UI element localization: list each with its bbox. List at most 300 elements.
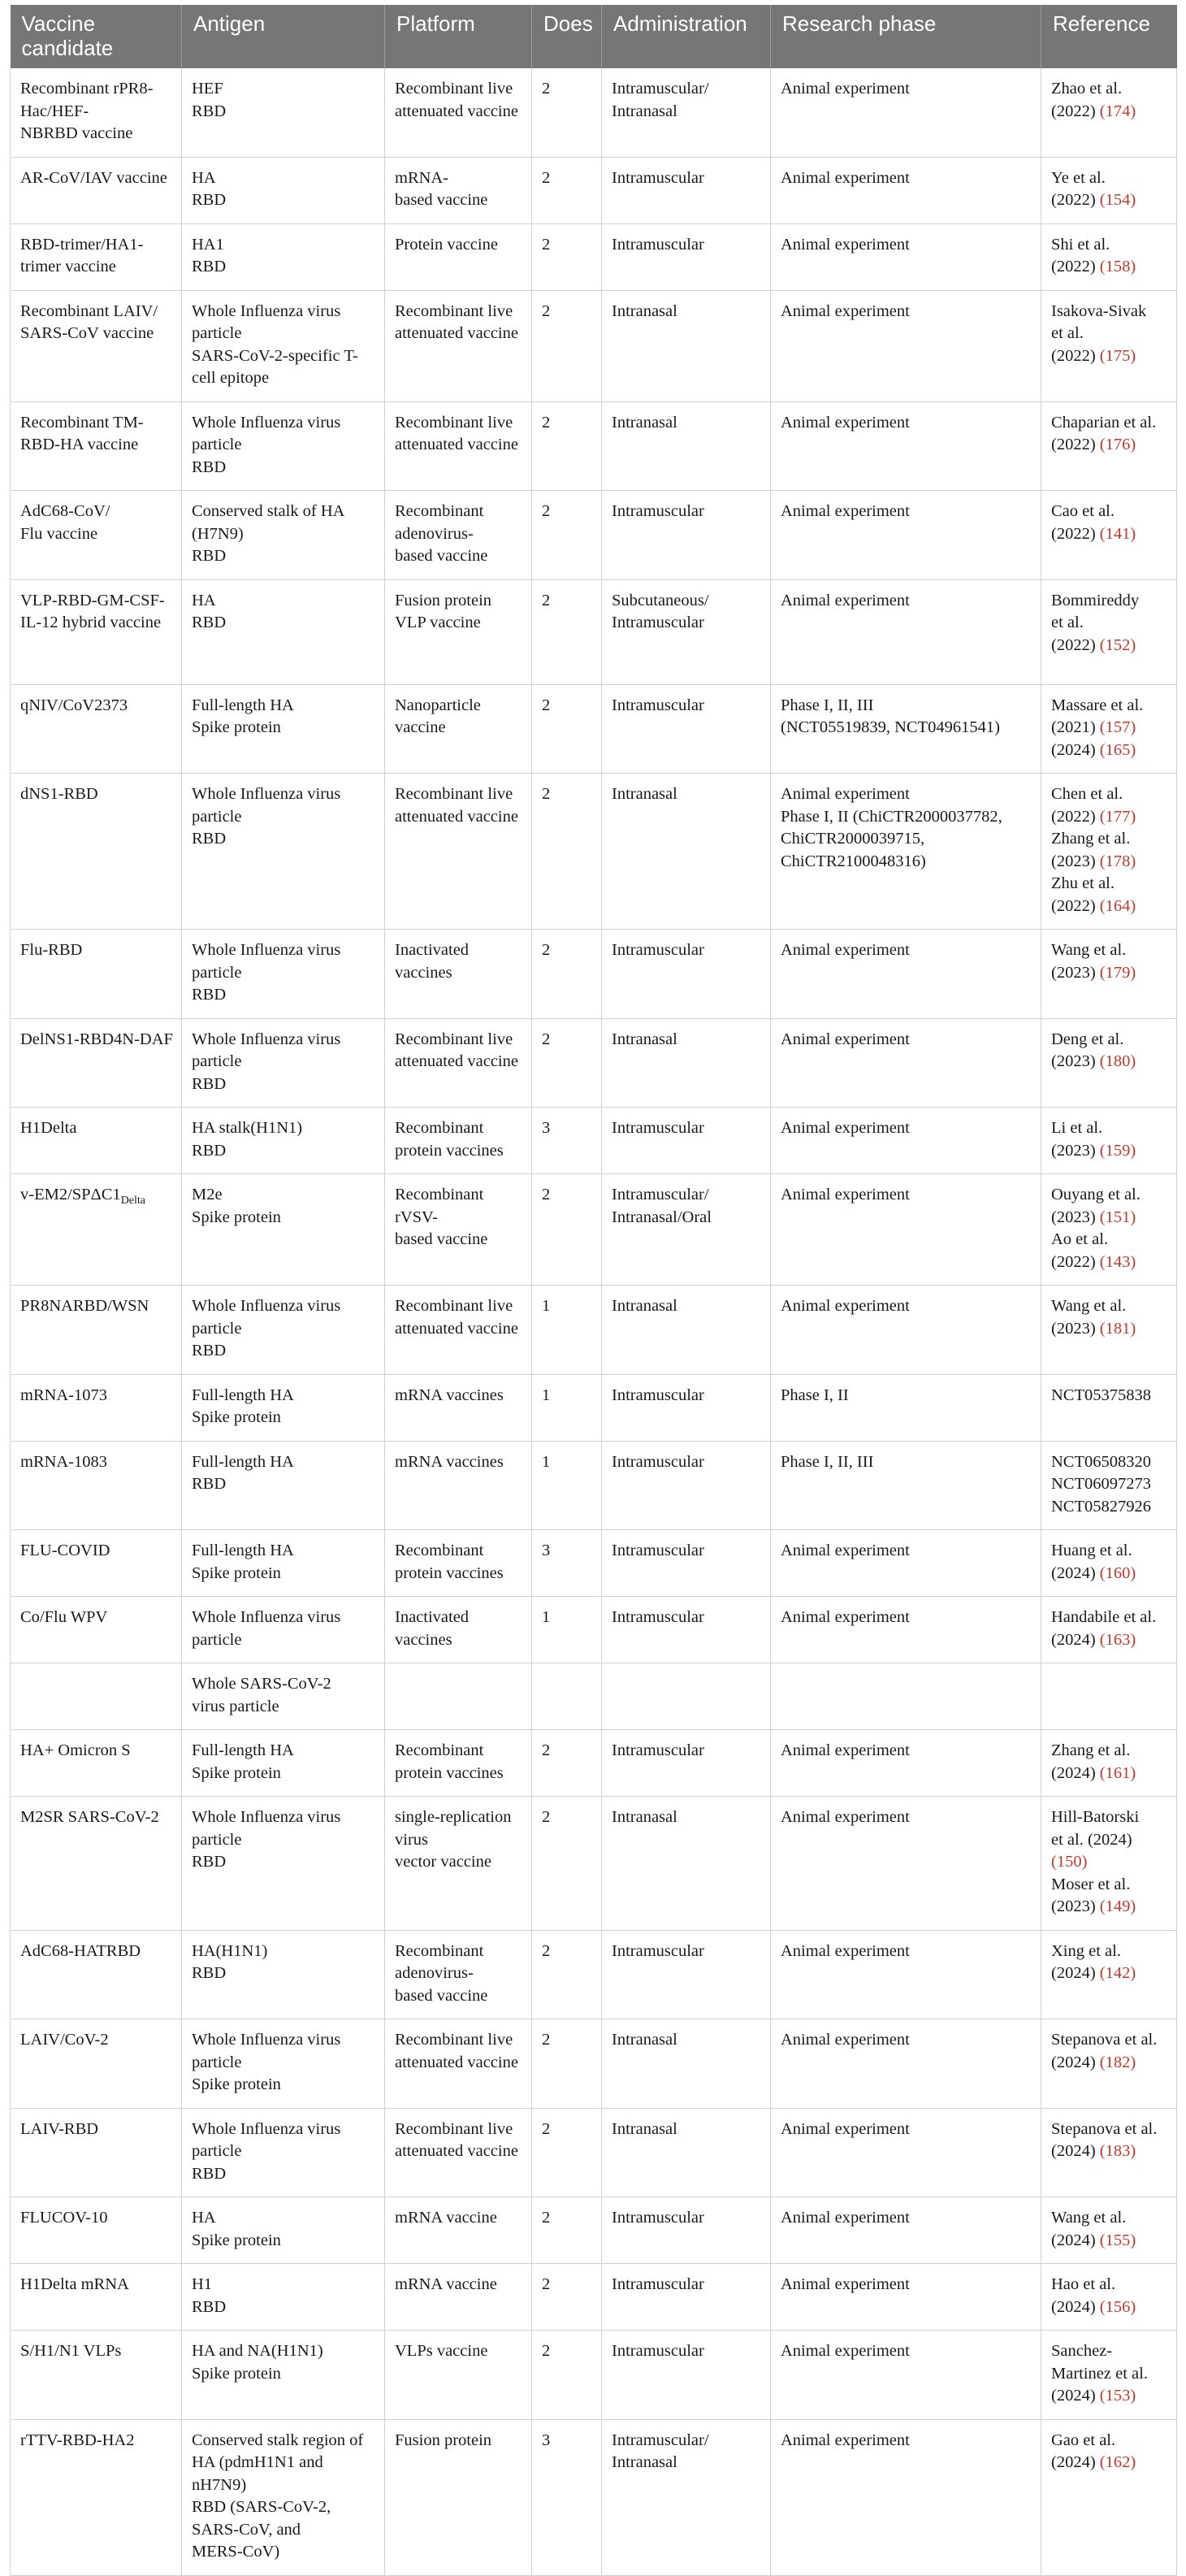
reference-link[interactable]: (153) [1099,2387,1136,2405]
cell-text-line [612,1540,764,1563]
cell-reference [1041,2108,1177,2197]
cell-text-line [192,2118,378,2141]
cell-text-line [192,412,378,435]
cell-does [532,1930,602,2019]
cell-administration [602,1108,771,1174]
cell-text-line [781,501,1034,523]
reference-link[interactable]: (182) [1099,2053,1136,2071]
cell-does [532,1174,602,1286]
reference-line [1051,1629,1170,1652]
reference-line [1051,1941,1170,1963]
cell-text-line [20,939,175,962]
cell-text-line [20,1295,175,1318]
header-antigen: Antigen [182,5,385,68]
cell-administration [602,2108,771,2197]
cell-text-line [20,612,175,635]
cell-antigen [182,2264,385,2331]
cell-text: VLP vaccine [395,614,481,631]
cell-text-line [395,806,525,829]
reference-line [1051,323,1170,345]
cell-reference [1041,579,1177,684]
cell-text-line [781,2430,1034,2452]
cell-text-line [395,501,525,523]
cell-text: HA [192,168,216,187]
cell-antigen [182,579,385,684]
reference-link[interactable]: (175) [1099,346,1136,365]
cell-text-line [395,167,525,190]
cell-text-line [781,783,1034,806]
cell-administration [602,1441,771,1530]
cell-text: Full-length HA [192,1542,294,1559]
cell-text-line [781,2274,1034,2296]
reference-link[interactable]: (141) [1099,524,1136,543]
cell-text-line [192,783,378,806]
reference-link[interactable]: (142) [1099,1964,1136,1982]
cell-text: adenovirus- [395,524,474,543]
cell-research-phase [771,2331,1041,2420]
cell-platform [385,1930,532,2019]
reference-text: Ao et al. [1051,1230,1109,1248]
reference-link[interactable]: (156) [1099,2297,1136,2316]
table-row [11,2331,1177,2420]
cell-text: Co/Flu WPV [20,1608,108,1626]
cell-platform [385,774,532,930]
cell-vaccine-candidate [11,290,182,401]
table-row [11,157,1177,223]
cell-text: Phase I, II (ChiCTR2000037782, [781,807,1002,826]
reference-line [1051,2052,1170,2075]
cell-text-line [20,2029,175,2052]
cell-administration [602,1930,771,2019]
cell-text: Whole Influenza virus [192,301,341,320]
cell-text-line [395,101,525,124]
cell-text-line [192,256,378,279]
reference-text: (2022) [1051,436,1100,453]
cell-text-line [612,101,764,124]
cell-text-line [20,523,175,546]
cell-text-line [192,1051,378,1073]
reference-link[interactable]: (152) [1099,635,1136,654]
cell-text-line [781,590,1034,613]
table-row [11,401,1177,491]
cell-text-line [20,1184,175,1207]
cell-text-line [395,1829,525,1852]
cell-text-line [781,1740,1034,1763]
cell-text-line [781,806,1034,829]
header-does: Does [532,5,602,68]
cell-text: Intranasal [612,1030,677,1048]
cell-text: Spike protein [192,2075,281,2093]
cell-text: M2e [192,1186,223,1203]
cell-text: H1Delta [20,1119,77,1137]
cell-administration [602,223,771,290]
cell-administration [602,1597,771,1663]
reference-line [1051,2452,1170,2474]
cell-text-line [192,828,378,851]
reference-text: (2022) [1051,1252,1100,1271]
reference-link[interactable]: (176) [1099,436,1136,453]
cell-text-line [192,1340,378,1363]
dose-count: 1 [542,1297,551,1315]
cell-text: VLP-RBD-GM-CSF- [20,591,165,609]
reference-line [1051,1295,1170,1318]
reference-line [1051,1962,1170,1985]
cell-text-line [20,2274,175,2296]
dose-count: 2 [542,301,551,320]
reference-text: Shi et al. [1051,235,1110,254]
reference-link[interactable]: (151) [1099,1208,1136,1226]
cell-text: RBD [192,614,227,631]
cell-vaccine-candidate [11,930,182,1019]
cell-text: M2SR SARS-CoV-2 [20,1808,159,1826]
cell-text-line [612,783,764,806]
reference-link[interactable]: (174) [1099,102,1136,120]
cell-text-line [192,1607,378,1629]
reference-line [1051,828,1170,851]
cell-text-line [20,434,175,457]
cell-text: Intramuscular [612,502,704,520]
cell-text-line [192,2140,378,2163]
cell-text: based vaccine [395,1230,488,1248]
cell-text: particle [192,807,242,826]
reference-line [1051,695,1170,718]
cell-antigen [182,930,385,1019]
cell-text: Whole Influenza virus [192,2119,341,2138]
cell-text-line [395,1563,525,1585]
cell-text: mRNA vaccines [395,1386,504,1404]
cell-text: RBD-trimer/HA1- [20,235,144,254]
cell-administration [602,1530,771,1597]
cell-administration [602,1174,771,1286]
cell-vaccine-candidate [11,1441,182,1530]
cell-text: Animal experiment [781,1542,910,1559]
cell-text: attenuated vaccine [395,1052,518,1070]
cell-text-line [20,2430,175,2452]
reference-link[interactable]: (181) [1099,1319,1136,1338]
reference-line [1051,2363,1170,2386]
cell-vaccine-candidate [11,2108,182,2197]
cell-text: particle [192,2142,242,2160]
cell-vaccine-candidate [11,1930,182,2019]
cell-text-line [781,412,1034,435]
cell-text: RBD [192,102,227,120]
dose-count: 2 [542,591,551,609]
cell-text: dNS1-RBD [20,785,98,803]
cell-text-line [612,939,764,962]
cell-text: Whole Influenza virus [192,941,341,959]
cell-text-line [781,2340,1034,2363]
cell-text: Whole Influenza virus [192,1297,341,1315]
cell-platform [385,1018,532,1108]
cell-text: Recombinant [395,1119,484,1137]
reference-link[interactable]: (159) [1099,1141,1136,1160]
reference-text: Xing et al. [1051,1941,1121,1960]
cell-does [532,401,602,491]
reference-link[interactable]: (180) [1099,1052,1136,1070]
cell-text-line [781,301,1034,323]
cell-text: RBD [192,830,227,848]
reference-line [1051,717,1170,739]
cell-platform [385,401,532,491]
cell-reference [1041,930,1177,1019]
cell-text-line [612,167,764,190]
cell-text-line [192,1806,378,1829]
cell-does [532,2419,602,2575]
table-row [11,1663,1177,1730]
reference-link[interactable]: (149) [1099,1897,1136,1915]
reference-line [1051,739,1170,762]
reference-text: et al. [1051,324,1084,342]
dose-count: 3 [542,2431,551,2449]
cell-text: HA [192,591,216,609]
cell-vaccine-candidate [11,401,182,491]
reference-line [1051,1763,1170,1785]
reference-line [1051,1874,1170,1897]
cell-text-line [781,1451,1034,1474]
cell-reference [1041,1597,1177,1663]
cell-text-line [781,2029,1034,2052]
reference-text: Zhang et al. [1051,1741,1131,1759]
cell-text-line [781,717,1034,739]
reference-text: Ouyang et al. [1051,1186,1141,1203]
cell-text-line [192,1295,378,1318]
reference-link[interactable]: (154) [1099,191,1136,209]
cell-text: Animal experiment [781,941,910,959]
dose-count: 2 [542,696,551,714]
cell-administration [602,401,771,491]
reference-link[interactable]: (178) [1099,852,1136,870]
dose-count: 2 [542,2031,551,2049]
cell-research-phase [771,157,1041,223]
cell-text-line [20,1740,175,1763]
cell-platform [385,684,532,774]
cell-administration [602,290,771,401]
cell-text-line [20,590,175,613]
reference-text: NCT06097273 [1051,1475,1151,1493]
reference-link[interactable]: (164) [1099,896,1136,915]
cell-text: LAIV-RBD [20,2119,99,2138]
reference-text: Bommireddy [1051,591,1140,609]
cell-text-line [192,1629,378,1652]
cell-vaccine-candidate [11,1108,182,1174]
cell-text: Intramuscular [612,696,704,714]
cell-platform [385,2019,532,2109]
reference-link[interactable]: (157) [1099,718,1136,736]
cell-text: Conserved stalk region of [192,2431,364,2449]
reference-text: (2022) [1051,635,1100,654]
cell-reference [1041,1374,1177,1441]
table-row [11,2197,1177,2264]
cell-text-line [781,167,1034,190]
reference-line [1051,873,1170,896]
reference-link[interactable]: (160) [1099,1563,1136,1582]
reference-line [1051,301,1170,323]
cell-platform [385,1286,532,1375]
cell-text: Intranasal/Oral [612,1208,712,1226]
cell-platform [385,157,532,223]
cell-text-line [192,2074,378,2097]
reference-text: (2022) [1051,102,1100,120]
cell-does [532,579,602,684]
cell-text-line [192,545,378,568]
cell-text: NBRBD vaccine [20,124,133,142]
cell-antigen [182,2108,385,2197]
cell-text: Animal experiment [781,591,910,609]
cell-text-line [192,323,378,345]
reference-text: (2024) [1051,740,1100,759]
reference-link[interactable]: (155) [1099,2231,1136,2249]
table-row [11,290,1177,401]
cell-text: SARS-CoV vaccine [20,324,154,342]
cell-text: S/H1/N1 VLPs [20,2342,122,2360]
cell-text-line [20,1941,175,1963]
cell-research-phase [771,1174,1041,1286]
cell-text: Intranasal [612,785,677,803]
cell-text: PR8NARBD/WSN [20,1297,149,1315]
header-platform: Platform [385,5,532,68]
cell-text: Spike protein [192,1208,281,1226]
cell-text: SARS-CoV, and [192,2520,301,2539]
reference-text: Li et al. [1051,1119,1103,1137]
cell-text-line [612,2274,764,2296]
reference-line [1051,896,1170,918]
cell-antigen [182,1108,385,1174]
cell-text: trimer vaccine [20,258,116,275]
dose-count: 2 [542,235,551,254]
cell-text: Intranasal [612,413,677,432]
cell-vaccine-candidate [11,2331,182,2420]
reference-link[interactable]: (161) [1099,1763,1136,1782]
cell-does [532,1530,602,1597]
cell-text-line [395,1941,525,1963]
reference-line [1051,1806,1170,1829]
cell-text: HEF [192,80,223,98]
cell-vaccine-candidate [11,2264,182,2331]
cell-text-line [192,434,378,457]
cell-text: Fusion protein [395,2431,492,2449]
cell-text: Intramuscular [612,2209,704,2227]
cell-text: MERS-CoV) [192,2543,280,2561]
cell-text: Intramuscular/ [612,2431,709,2449]
dose-count: 2 [542,941,551,959]
header-reference: Reference [1041,5,1177,68]
cell-text-line [20,1451,175,1474]
cell-text: Inactivated [395,941,470,959]
table-body [11,68,1177,2575]
reference-link[interactable]: (177) [1099,807,1136,826]
table-row [11,1286,1177,1375]
cell-text: Intramuscular [612,1119,704,1137]
cell-text-line [781,1117,1034,1140]
reference-link[interactable]: (165) [1099,740,1136,759]
cell-text-line [192,2029,378,2052]
cell-text-line [192,2541,378,2564]
reference-link[interactable]: (150) [1051,1853,1088,1871]
cell-text-line [395,1985,525,2008]
dose-count: 3 [542,1119,551,1137]
cell-administration [602,2264,771,2331]
cell-text: AdC68-HATRBD [20,1941,141,1960]
cell-text-line [781,2118,1034,2141]
cell-vaccine-candidate [11,68,182,157]
cell-text-line [395,1763,525,1785]
candidate-subscript: Delta [120,1195,146,1208]
cell-research-phase [771,68,1041,157]
reference-line [1051,189,1170,212]
cell-text: HA stalk(H1N1) [192,1119,303,1137]
cell-antigen [182,1018,385,1108]
cell-vaccine-candidate [11,684,182,774]
cell-text-line [781,851,1034,874]
table-row [11,491,1177,580]
reference-text: (2024) [1051,2231,1100,2249]
reference-text: (2024) [1051,1630,1100,1649]
cell-research-phase [771,1730,1041,1797]
cell-text-line [192,1407,378,1429]
cell-text: Whole Influenza virus [192,785,341,803]
cell-text-line [395,234,525,257]
cell-administration [602,930,771,1019]
reference-line [1051,523,1170,546]
cell-antigen [182,1441,385,1530]
cell-text: attenuated vaccine [395,2053,518,2071]
reference-text: Zhang et al. [1051,830,1131,848]
cell-antigen [182,1797,385,1931]
cell-text-line [395,1207,525,1229]
cell-text: Intramuscular [612,2342,704,2360]
cell-administration [602,1374,771,1441]
reference-link[interactable]: (158) [1099,258,1136,275]
cell-research-phase [771,2197,1041,2264]
dose-count: 2 [542,2119,551,2138]
reference-link[interactable]: (162) [1099,2453,1136,2471]
reference-line [1051,2207,1170,2230]
reference-line [1051,101,1170,124]
cell-antigen [182,1374,385,1441]
cell-text: Spike protein [192,1763,281,1782]
cell-text-line [781,234,1034,257]
cell-text-line [192,2474,378,2497]
cell-text: particle [192,436,242,453]
cell-text: particle [192,1319,242,1338]
cell-antigen [182,1663,385,1730]
reference-link[interactable]: (143) [1099,1252,1136,1271]
cell-vaccine-candidate [11,2197,182,2264]
dose-count: 1 [542,1608,551,1626]
cell-text: Whole Influenza virus [192,1608,341,1626]
reference-link[interactable]: (179) [1099,963,1136,982]
cell-text: Animal experiment [781,168,910,187]
cell-text-line [20,1029,175,1052]
cell-text-line [612,2340,764,2363]
cell-text-line [612,412,764,435]
cell-does [532,1441,602,1530]
reference-line [1051,2140,1170,2163]
reference-link[interactable]: (163) [1099,1630,1136,1649]
table-row [11,1018,1177,1108]
cell-text-line [192,1473,378,1496]
cell-does [532,68,602,157]
reference-line [1051,612,1170,635]
cell-does [532,2108,602,2197]
reference-link[interactable]: (183) [1099,2142,1136,2160]
cell-text-line [20,123,175,145]
reference-text: Chaparian et al. [1051,413,1157,432]
reference-text: Moser et al. [1051,1875,1131,1893]
cell-platform [385,930,532,1019]
cell-text-line [395,1318,525,1341]
cell-text-line [612,1451,764,1474]
